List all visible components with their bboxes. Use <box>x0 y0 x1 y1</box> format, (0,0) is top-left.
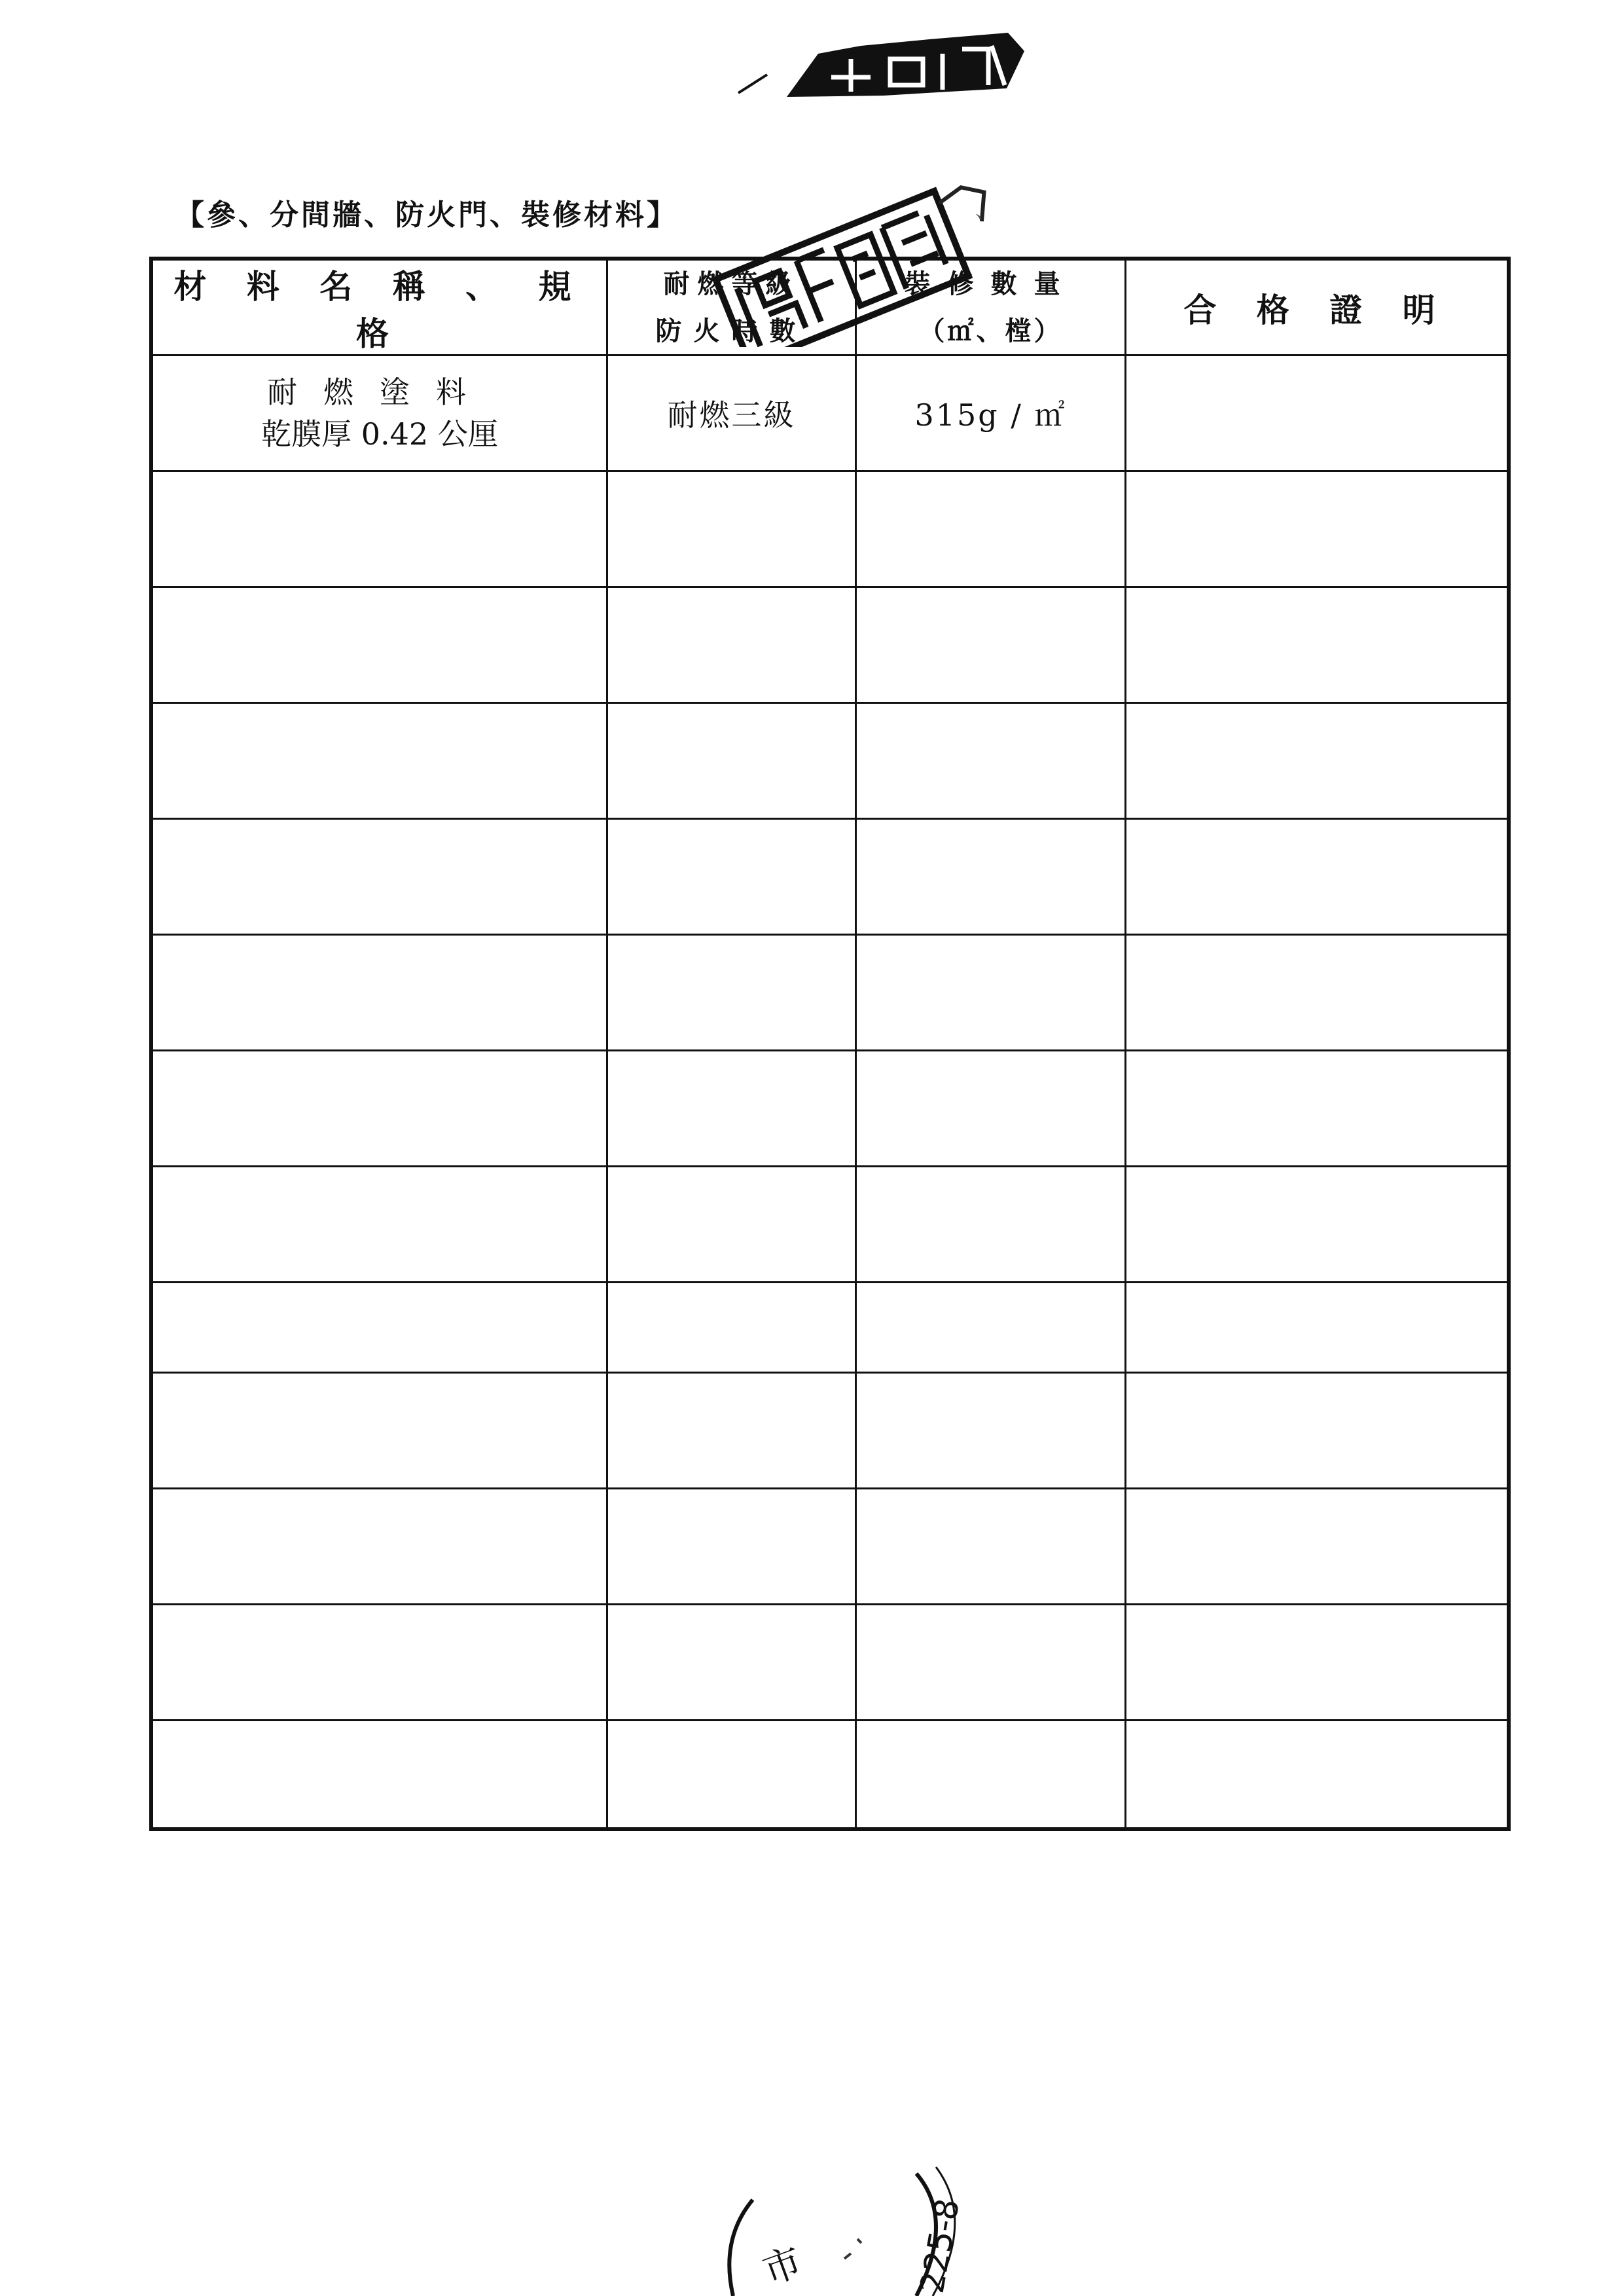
row1-rating-value: 耐燃三級 <box>667 397 796 433</box>
row1-material <box>153 356 606 470</box>
row1-quantity-value: 315g / ㎡ <box>914 397 1067 433</box>
materials-table <box>149 257 1511 1831</box>
row1-certificate <box>1126 356 1507 470</box>
header-quantity-line2: （㎡、樘） <box>918 315 1063 346</box>
row1-quantity <box>857 356 1124 470</box>
header-fire-rating <box>608 261 855 354</box>
row1-rating <box>608 356 855 470</box>
header-material-name <box>153 261 606 354</box>
svg-text:、: 、 <box>975 200 995 223</box>
top-seal-stamp <box>733 20 1034 105</box>
header-rating-line1: 耐燃等級 <box>663 268 800 299</box>
header-certificate <box>1126 261 1507 354</box>
header-rating-line2: 防火時數 <box>655 315 808 346</box>
bottom-seal-stamp <box>707 2160 1021 2296</box>
header-certificate-label: 合 格 證 明 <box>1183 290 1450 329</box>
header-material-label: 材 料 名 稱 、 規 格 <box>173 266 586 353</box>
bottom-stamp-number: 225-8 <box>912 2195 967 2296</box>
bottom-stamp-text: 市 <box>757 2238 808 2294</box>
header-quantity <box>857 261 1124 354</box>
section-title: 【參、分間牆、防火門、裝修材料】 <box>175 198 678 232</box>
header-quantity-line1: 裝修數量 <box>904 268 1077 299</box>
row1-material-spec: 乾膜厚 0.42 公厘 <box>261 416 498 452</box>
row1-material-name: 耐燃塗料 <box>267 374 492 410</box>
